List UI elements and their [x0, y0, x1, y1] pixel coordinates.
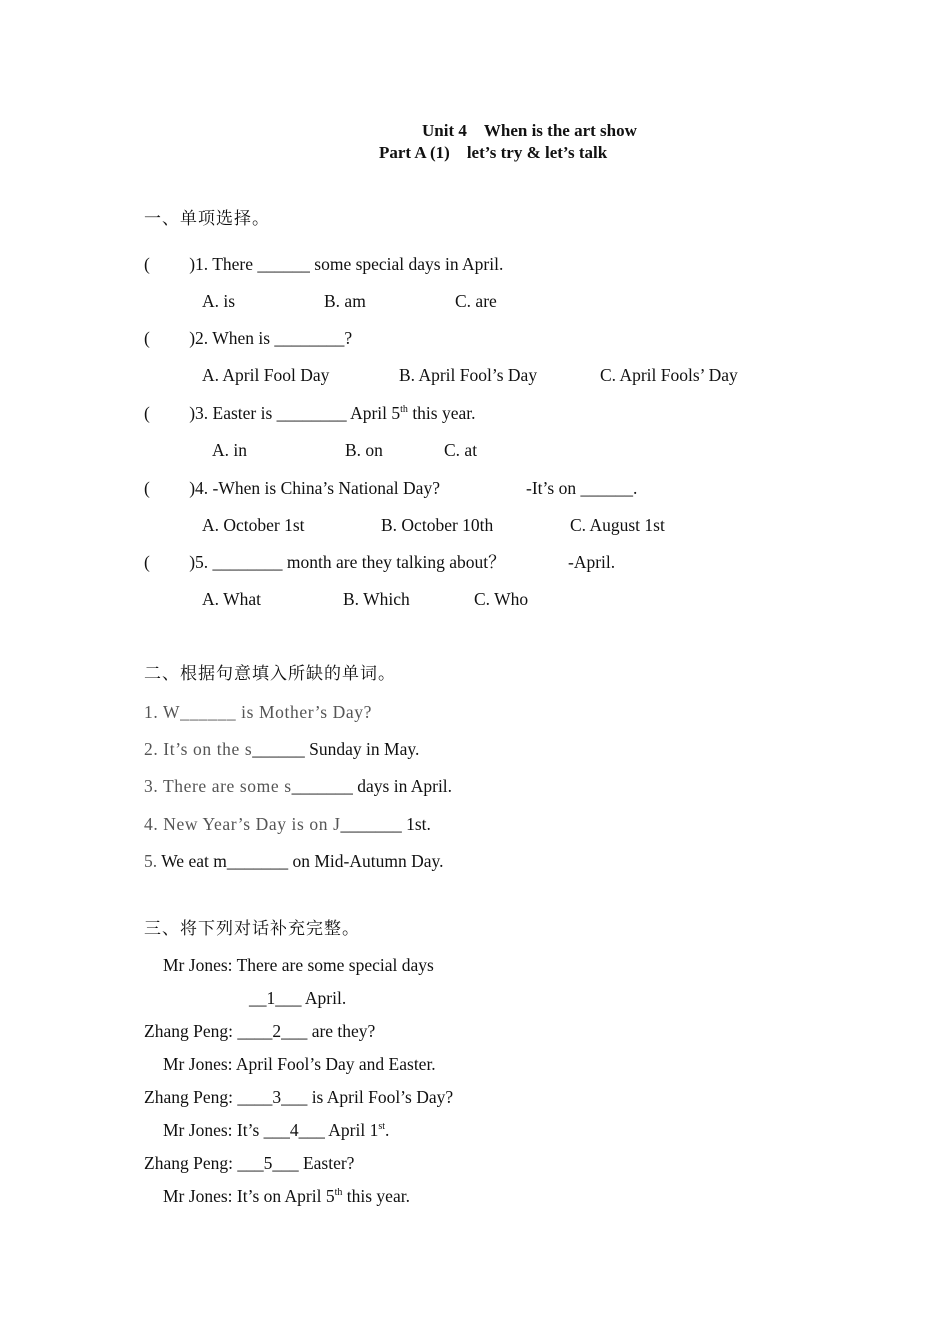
fill-item-3-text: _______ days in April.	[291, 776, 453, 796]
dialog-line-4: Mr Jones: April Fool’s Day and Easter.	[163, 1054, 436, 1074]
fill-item-5-hint: 5.	[144, 851, 162, 871]
q4-stem: ( )4. -When is China’s National Day?	[144, 478, 440, 498]
fill-item-1	[144, 701, 372, 723]
q5-option-a: A. What	[202, 589, 261, 609]
q5-answer: -April.	[568, 552, 616, 572]
dialog-line-8-sup: th	[334, 1187, 343, 1198]
fill-item-4	[144, 813, 431, 835]
q3-option-c: C. at	[444, 440, 478, 460]
dialog-line-6-sup: st	[378, 1121, 386, 1132]
fill-item-2-hint: 2. It’s on the s	[144, 739, 253, 759]
q3-option-b: B. on	[345, 440, 383, 460]
fill-item-4-hint: 4. New Year’s Day is on J	[144, 814, 341, 834]
q4-option-c: C. August 1st	[570, 515, 665, 535]
fill-item-2-text: ______ Sunday in May.	[252, 739, 420, 759]
dialog-line-6-tail: .	[385, 1120, 390, 1140]
dialog-line-8	[163, 1185, 410, 1207]
dialog-line-2: __1___ April.	[249, 988, 347, 1008]
q2-option-c: C. April Fools’ Day	[600, 365, 738, 385]
q4-option-a: A. October 1st	[202, 515, 305, 535]
q1-option-a: A. is	[202, 291, 236, 311]
part-title: Part A (1) let’s try & let’s talk	[379, 143, 608, 162]
dialog-line-3: Zhang Peng: ____2___ are they?	[144, 1021, 376, 1041]
section1-heading: 一、单项选择。	[144, 209, 270, 229]
q5-option-b: B. Which	[343, 589, 410, 609]
section3-heading: 三、将下列对话补充完整。	[144, 919, 360, 939]
q3-stem-sup: th	[400, 404, 408, 415]
section2-heading: 二、根据句意填入所缺的单词。	[144, 664, 396, 684]
q4-option-b: B. October 10th	[381, 515, 494, 535]
q2-option-a: A. April Fool Day	[202, 365, 330, 385]
q1-option-b: B. am	[324, 291, 366, 311]
q1-option-c: C. are	[455, 291, 497, 311]
q4-answer: -It’s on ______.	[526, 478, 638, 498]
fill-item-1-hint: 1. W______ is Mother’s Day?	[144, 702, 372, 722]
fill-item-2	[144, 738, 419, 760]
dialog-line-8-tail: this year.	[342, 1186, 410, 1206]
fill-item-5-text: We eat m_______ on Mid-Autumn Day.	[161, 851, 444, 871]
dialog-line-6-text: Mr Jones: It’s ___4___ April 1	[163, 1120, 379, 1140]
q3-stem-text: ( )3. Easter is ________ April 5	[144, 403, 401, 423]
q5-stem: ( )5. ________ month are they talking about？	[144, 552, 506, 572]
dialog-line-7: Zhang Peng: ___5___ Easter?	[144, 1153, 355, 1173]
fill-item-3-hint: 3. There are some s	[144, 776, 292, 796]
q5-option-c: C. Who	[474, 589, 529, 609]
q2-option-b: B. April Fool’s Day	[399, 365, 538, 385]
dialog-line-6	[163, 1119, 389, 1141]
q1-stem: ( )1. There ______ some special days in April.	[144, 254, 504, 274]
dialog-line-8-text: Mr Jones: It’s on April 5	[163, 1186, 335, 1206]
dialog-line-1: Mr Jones: There are some special days	[163, 955, 434, 975]
fill-item-4-text: _______ 1st.	[340, 814, 431, 834]
q3-stem	[144, 402, 476, 424]
fill-item-5	[144, 850, 443, 872]
q3-option-a: A. in	[212, 440, 247, 460]
dialog-line-5: Zhang Peng: ____3___ is April Fool’s Day?	[144, 1087, 454, 1107]
q3-stem-tail: this year.	[407, 403, 476, 423]
q2-stem: ( )2. When is ________?	[144, 328, 353, 348]
fill-item-3	[144, 775, 452, 797]
unit-title: Unit 4 When is the art show	[422, 121, 637, 140]
